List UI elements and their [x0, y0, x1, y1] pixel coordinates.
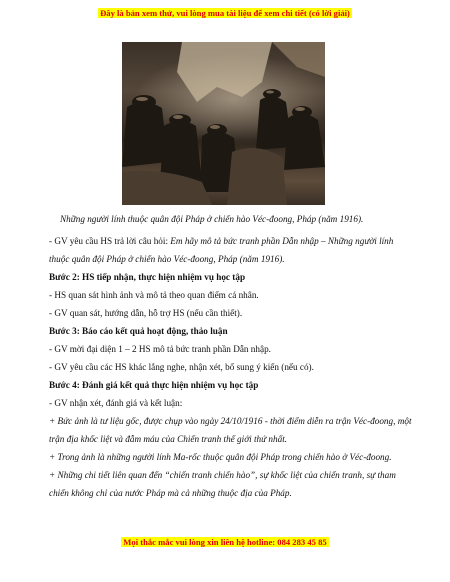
step2-item-2: - GV quan sát, hướng dẫn, hỗ trợ HS (nếu cần thiết).: [49, 308, 243, 318]
question-text: Em hãy mô tả bức tranh phần Dẫn nhập – Những người lính thuộc quân đội Pháp ở chiến hào Véc-đoong, Pháp (năm 1916).: [49, 236, 394, 264]
step2-heading: Bước 2: HS tiếp nhận, thực hiện nhiệm vụ học tập: [49, 272, 246, 282]
step4-heading: Bước 4: Đánh giá kết quả thực hiện nhiệm vụ học tập: [49, 380, 259, 390]
photo-caption: Những người lính thuộc quân đội Pháp ở chiến hào Véc-đoong, Pháp (năm 1916).: [60, 214, 364, 224]
conclusion-1-text: + Bức ảnh là tư liệu gốc, được chụp vào ngày 24/10/1916 - thời điểm diễn ra trận Véc-đoong, một trận địa khốc liệt và đẫm máu của Chiến tranh thế giới thứ nhất.: [49, 416, 412, 444]
lesson-content: [49, 232, 413, 502]
step2-item-1: - HS quan sát hình ảnh và mô tả theo quan điểm cá nhân.: [49, 290, 259, 300]
question-lead: - GV yêu cầu HS trả lời câu hỏi:: [49, 236, 171, 246]
preview-banner-text: Đây là bản xem thử, vui lòng mua tài liệu để xem chi tiết (có lời giải): [100, 8, 350, 18]
hotline-banner-text: Mọi thắc mắc vui lòng xin liên hệ hotline: 084 283 45 85: [123, 537, 327, 547]
hotline-banner: [0, 537, 450, 547]
conclusion-2: [49, 448, 413, 466]
step3-item-2: - GV yêu cầu các HS khác lắng nghe, nhận xét, bổ sung ý kiến (nếu có).: [49, 362, 314, 372]
conclusion-3-text: + Những chi tiết liên quan đến “chiến tranh chiến hào”, sự khốc liệt của chiến tranh, sự tham chiến không chỉ của nước Pháp mà cả những thuộc địa của Pháp.: [49, 470, 396, 498]
conclusion-3: [49, 466, 413, 502]
historical-photo: [122, 42, 325, 205]
photo-illustration: [122, 42, 325, 205]
question-paragraph: [49, 232, 413, 268]
step3-item-1: - GV mời đại diện 1 – 2 HS mô tả bức tranh phần Dẫn nhập.: [49, 344, 271, 354]
step3-heading: Bước 3: Báo cáo kết quả hoạt động, thảo luận: [49, 326, 228, 336]
step4-item-1: - GV nhận xét, đánh giá và kết luận:: [49, 398, 183, 408]
preview-banner: [0, 8, 450, 18]
conclusion-1: [49, 412, 413, 448]
conclusion-2-text: + Trong ảnh là những người lính Ma-rốc thuộc quân đội Pháp trong chiến hào ở Véc-đoong.: [49, 452, 392, 462]
